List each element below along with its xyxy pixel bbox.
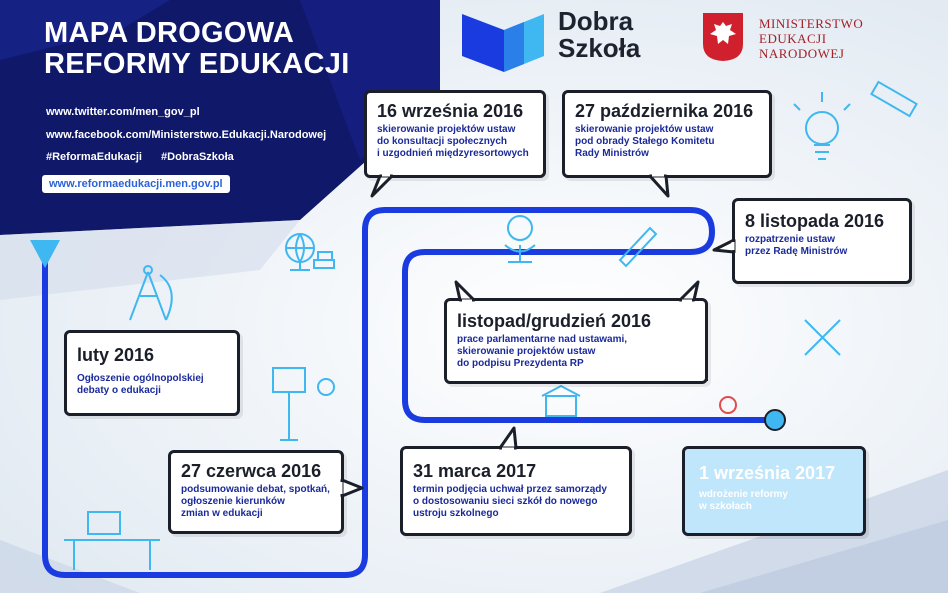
pencil-icon bbox=[620, 228, 656, 266]
dobra-szkola-logo-icon bbox=[458, 8, 548, 76]
milestone-description bbox=[699, 489, 849, 513]
desc-line: o dostosowaniu sieci szkół do nowego bbox=[413, 496, 598, 507]
desc-line: w szkołach bbox=[699, 501, 752, 512]
desc-line: Rady Ministrów bbox=[575, 148, 649, 159]
facebook-link[interactable]: www.facebook.com/Ministerstwo.Edukacji.Narodowej bbox=[46, 128, 327, 141]
desc-line: ustroju szkolnego bbox=[413, 508, 499, 519]
milestone-date: 27 października 2016 bbox=[575, 101, 754, 121]
milestone-description bbox=[181, 484, 331, 520]
ministry-line-3: NARODOWEJ bbox=[759, 46, 845, 61]
milestone-1-wrzesnia-2017 bbox=[682, 446, 866, 536]
desc-line: do konsultacji społecznych bbox=[377, 136, 508, 147]
milestone-description bbox=[377, 124, 533, 160]
desc-line: termin podjęcia uchwał przez samorządy bbox=[413, 484, 607, 495]
polish-eagle-emblem-icon bbox=[702, 12, 744, 62]
page-title bbox=[44, 18, 404, 80]
logo-line-2: Szkoła bbox=[558, 33, 641, 63]
desc-line: przez Radę Ministrów bbox=[745, 246, 848, 257]
desc-line: prace parlamentarne nad ustawami, bbox=[457, 334, 628, 345]
desc-line: Ogłoszenie ogólnopolskiej bbox=[77, 373, 204, 384]
milestone-date: 8 listopada 2016 bbox=[745, 211, 885, 231]
milestone-description bbox=[77, 373, 227, 397]
title-line-2: REFORMY EDUKACJI bbox=[44, 48, 350, 80]
desc-line: i uzgodnień międzyresortowych bbox=[377, 148, 529, 159]
twitter-link[interactable]: www.twitter.com/men_gov_pl bbox=[46, 106, 200, 118]
desc-line: do podpisu Prezydenta RP bbox=[457, 358, 584, 369]
desc-line: skierowanie projektów ustaw bbox=[575, 124, 714, 135]
milestone-date: luty 2016 bbox=[77, 345, 155, 365]
books-icon bbox=[314, 260, 334, 268]
website-link[interactable]: www.reformaedukacji.men.gov.pl bbox=[42, 175, 230, 193]
desc-line: podsumowanie debat, spotkań, bbox=[181, 484, 330, 495]
milestone-listopad-grudzien-2016 bbox=[444, 298, 708, 384]
hashtags bbox=[46, 146, 326, 169]
desc-line: skierowanie projektów ustaw bbox=[457, 346, 596, 357]
milestone-luty-2016 bbox=[64, 330, 240, 416]
ministry-line-1: MINISTERSTWO bbox=[759, 16, 864, 31]
milestone-description bbox=[457, 334, 695, 370]
desc-line: zmian w edukacji bbox=[181, 508, 263, 519]
milestone-16-wrzesnia-2016 bbox=[364, 90, 546, 178]
milestone-description bbox=[413, 484, 619, 520]
lightbulb-icon bbox=[806, 112, 838, 144]
ruler-icon bbox=[871, 82, 916, 116]
ministry-line-2: EDUKACJI bbox=[759, 31, 827, 46]
milestone-description bbox=[745, 234, 899, 258]
milestone-description bbox=[575, 124, 759, 160]
computer-icon bbox=[88, 512, 120, 534]
logo-line-1: Dobra bbox=[558, 6, 634, 36]
milestone-31-marca-2017 bbox=[400, 446, 632, 536]
alarm-clock-icon bbox=[720, 397, 736, 413]
crossed-pencils-icon bbox=[805, 320, 840, 355]
desc-line: ogłoszenie kierunków bbox=[181, 496, 285, 507]
milestone-date: 1 września 2017 bbox=[699, 463, 836, 483]
dobra-szkola-logo bbox=[558, 8, 640, 62]
title-line-1: MAPA DROGOWA bbox=[44, 17, 295, 49]
ministry-logo bbox=[759, 16, 863, 61]
milestone-date: 16 września 2016 bbox=[377, 101, 524, 121]
milestone-date: listopad/grudzień 2016 bbox=[457, 311, 652, 331]
desc-line: pod obrady Stałego Komitetu bbox=[575, 136, 715, 147]
milestone-date: 27 czerwca 2016 bbox=[181, 461, 322, 481]
desc-line: debaty o edukacji bbox=[77, 385, 161, 396]
hashtag-reforma[interactable]: #ReformaEdukacji bbox=[46, 151, 142, 163]
desc-line: skierowanie projektów ustaw bbox=[377, 124, 516, 135]
milestone-27-czerwca-2016 bbox=[168, 450, 344, 534]
microscope-icon bbox=[508, 216, 532, 240]
hashtag-dobra-szkola[interactable]: #DobraSzkoła bbox=[161, 151, 234, 163]
milestone-27-pazdziernika-2016 bbox=[562, 90, 772, 178]
school-icon bbox=[546, 396, 576, 416]
milestone-date: 31 marca 2017 bbox=[413, 461, 537, 481]
milestone-8-listopada-2016 bbox=[732, 198, 912, 284]
timeline-end-marker bbox=[765, 410, 785, 430]
desc-line: rozpatrzenie ustaw bbox=[745, 234, 836, 245]
social-links bbox=[46, 101, 326, 169]
desc-line: wdrożenie reformy bbox=[699, 489, 788, 500]
basketball-hoop-icon bbox=[273, 368, 305, 392]
